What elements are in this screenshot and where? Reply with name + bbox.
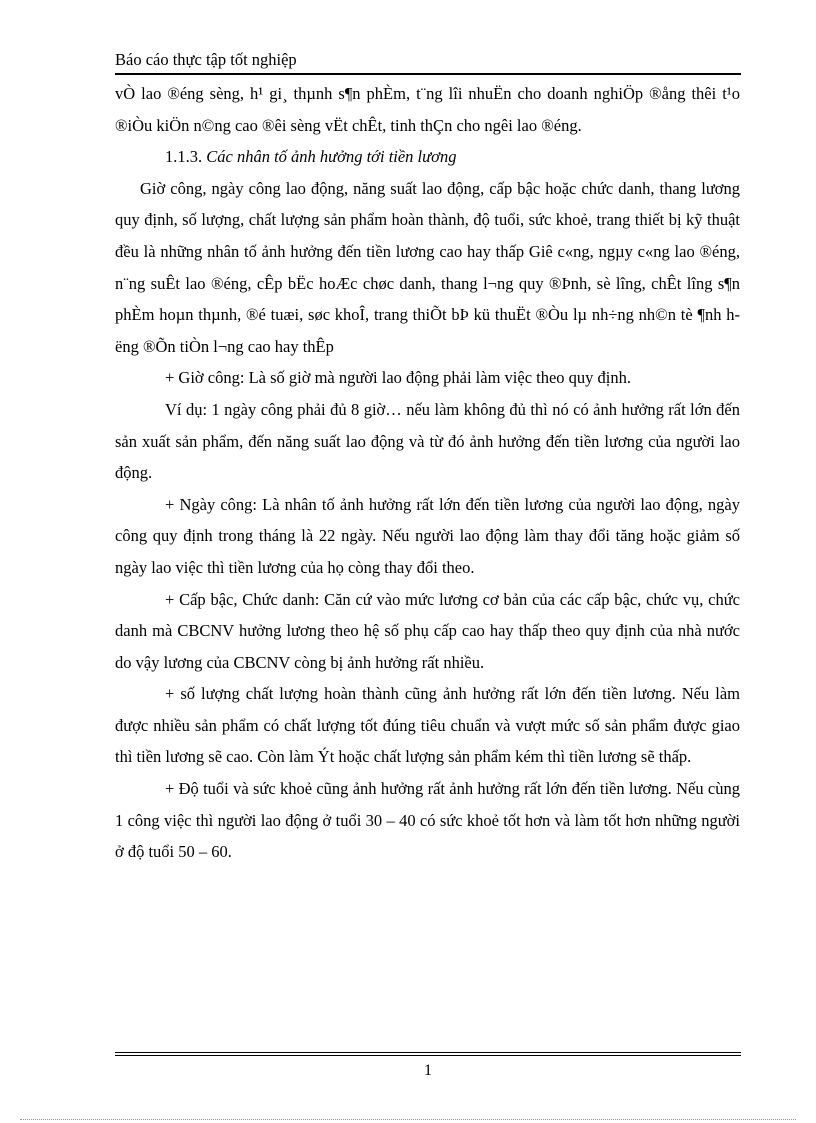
page-footer — [115, 1052, 741, 1080]
body-text — [115, 78, 740, 868]
header-rule — [115, 73, 741, 75]
section-title: Các nhân tố ảnh hưởng tới tiền lương — [206, 147, 457, 167]
paragraph-factors: Giờ công, ngày công lao động, năng suất lao động, cấp bậc hoặc chức danh, thang lương quy định, số lượng, chất lượng sản phẩm hoàn thành, độ tuổi, sức khoẻ, trang thiết bị kỹ thuật đều là những nhân tố ảnh hưởng đến tiền lương cao hay thấp Giê c«ng, ngµy c«ng lao ®éng, n¨ng suÊt lao ®éng, cÊp bËc hoÆc chøc danh, thang l¬ng quy ®Þnh, sè lîng, chÊt lîng s¶n phÈm hoµn thµnh, ®é tuæi, søc khoÎ, trang thiÕt bÞ kü thuËt ®Òu lµ nh÷ng nh©n tè ¶nh hëng ®Õn tiÒn l¬ng cao hay thÊp — [115, 178, 740, 356]
header-title: Báo cáo thực tập tốt nghiệp — [115, 50, 297, 69]
paragraph-intro: vÒ lao ®éng sèng, h¹ gi¸ thµnh s¶n phÈm, t¨ng lîi nhuËn cho doanh nghiÖp ®ång thêi t¹o ®iÒu kiÖn n©ng cao ®êi sèng vËt chÊt, tinh thÇn cho ngêi lao ®éng. — [115, 84, 740, 135]
paragraph-do-tuoi: + Độ tuổi và sức khoẻ cũng ảnh hưởng rất ảnh hưởng rất lớn đến tiền lương. Nếu cùng 1 công việc thì người lao động ở tuổi 30 – 40 có sức khoẻ tốt hơn và làm tốt hơn những người ở độ tuổi 50 – 60. — [115, 779, 740, 862]
paragraph-so-luong: + số lượng chất lượng hoàn thành cũng ảnh hưởng rất lớn đến tiền lương. Nếu làm được nhiều sản phẩm có chất lượng tốt đúng tiêu chuẩn và vượt mức số sản phẩm được giao thì tiền lương sẽ cao. Còn làm Ýt hoặc chất lượng sản phẩm kém thì tiền lương sẽ thấp. — [115, 684, 740, 767]
page-number: 1 — [424, 1062, 432, 1079]
paragraph-cap-bac: + Cấp bậc, Chức danh: Căn cứ vào mức lương cơ bản của các cấp bậc, chức vụ, chức danh mà CBCNV hưởng lương theo hệ số phụ cấp cao hay thấp theo quy định của nhà nước do vậy lương của CBCNV còng bị ảnh hưởng rất nhiều. — [115, 589, 740, 672]
paragraph-vi-du: Ví dụ: 1 ngày công phải đủ 8 giờ… nếu làm không đủ thì nó có ảnh hưởng rất lớn đến sản xuất sản phẩm, đến năng suất lao động và từ đó ảnh hưởng đến tiền lương của người lao động. — [115, 399, 740, 483]
section-number: 1.1.3. — [165, 147, 203, 167]
footer-rule-second — [115, 1055, 741, 1056]
page-header — [115, 49, 741, 75]
page-boundary — [20, 1119, 796, 1120]
footer-rule — [115, 1052, 741, 1053]
paragraph-ngay-cong: + Ngày công: Là nhân tố ảnh hưởng rất lớn đến tiền lương của người lao động, ngày công quy định trong tháng là 22 ngày. Nếu người lao động làm thay đổi tăng hoặc giảm số ngày lao việc thì tiền lương của họ còng thay đổi theo. — [115, 494, 740, 577]
section-heading — [115, 141, 740, 173]
paragraph-gio-cong: + Giờ công: Là số giờ mà người lao động phải làm việc theo quy định. — [165, 368, 632, 388]
